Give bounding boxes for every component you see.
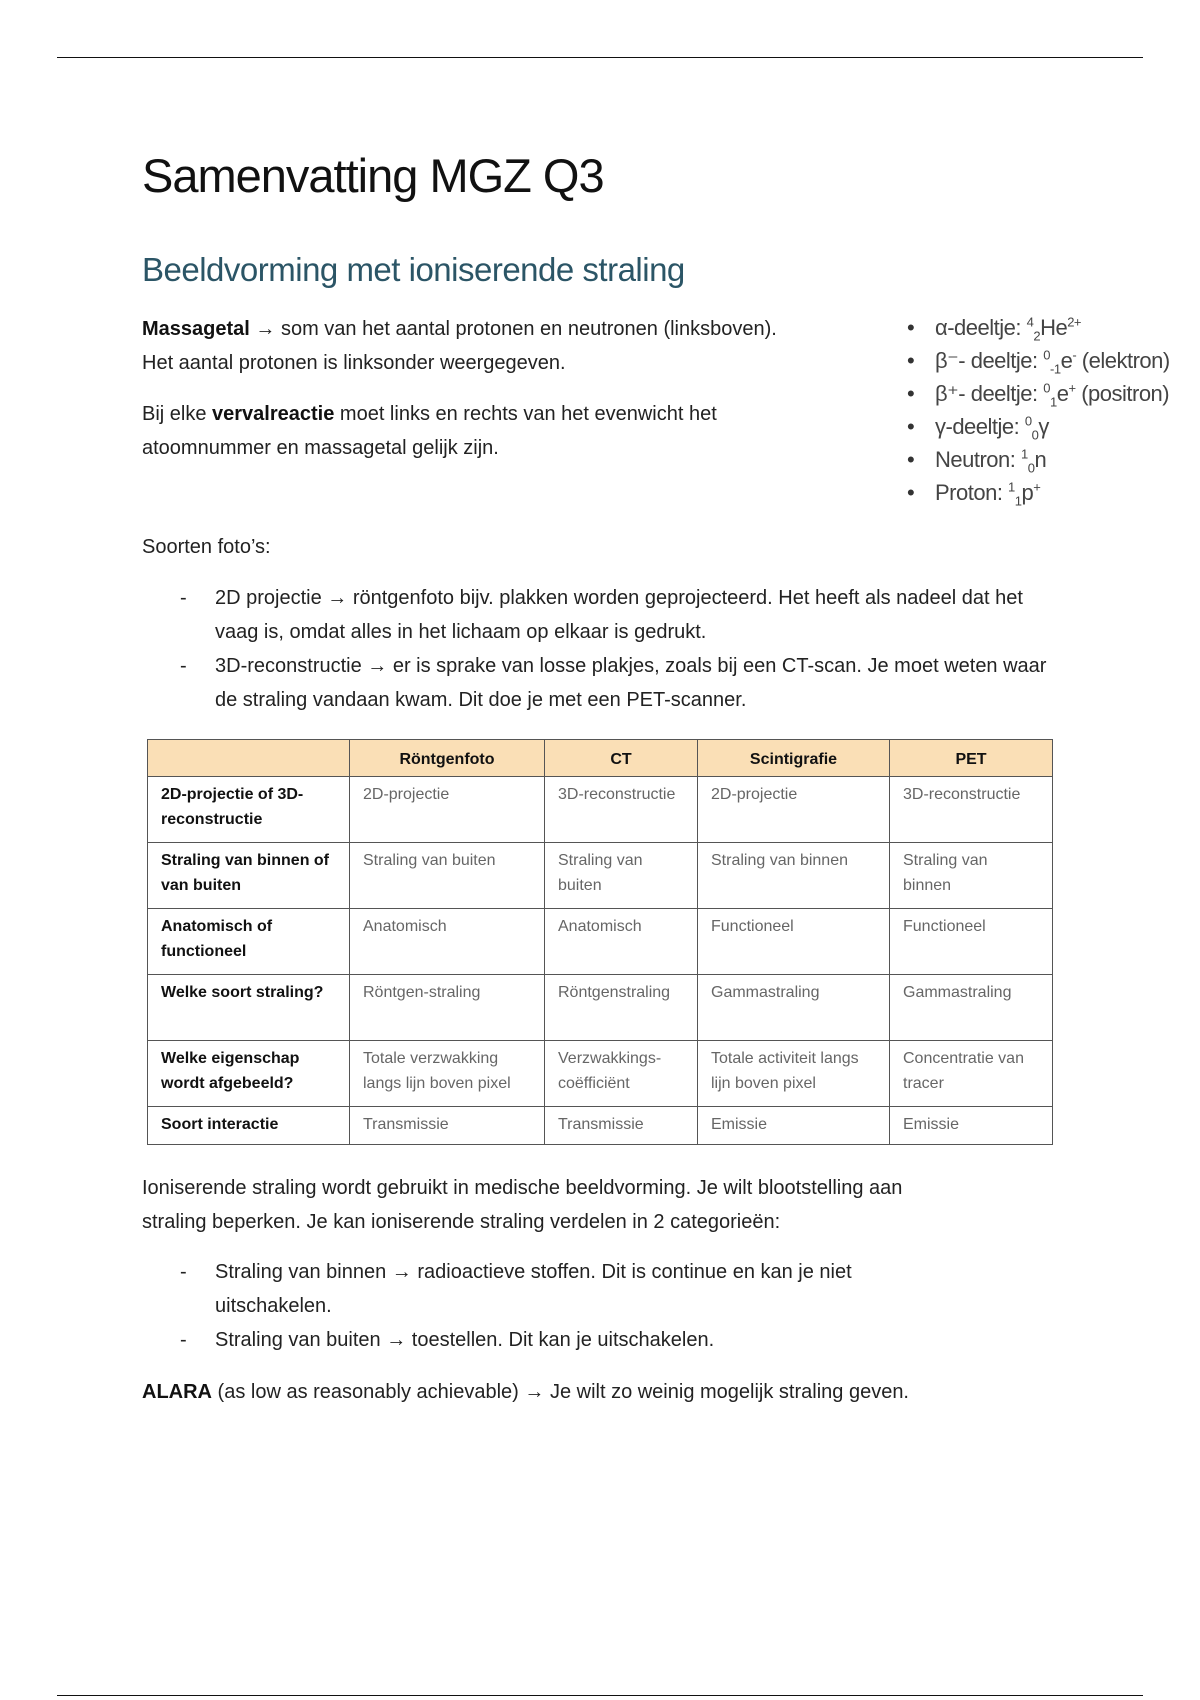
massagetal-paragraph (142, 312, 777, 380)
modality-comparison-table (147, 739, 1053, 1145)
particle-item: • Neutron: $^1_0$n (905, 443, 1170, 476)
table-cell: Anatomisch (350, 909, 545, 975)
ionizing-line-1: Ioniserende straling wordt gebruikt in medische beeldvorming. Je wilt blootstelling aan (142, 1177, 903, 1199)
vervalreactie-paragraph (142, 397, 717, 465)
photos-heading: Soorten foto’s: (142, 536, 271, 558)
table-header-cell: PET (890, 740, 1053, 777)
table-cell: Röntgenstraling (545, 975, 698, 1041)
table-cell: Straling van buiten (545, 843, 698, 909)
table-header-cell: Röntgenfoto (350, 740, 545, 777)
massagetal-line-1 (142, 312, 777, 346)
row-header-cell: 2D-projectie of 3D-reconstructie (148, 777, 350, 843)
table-cell: Gammastraling (890, 975, 1053, 1041)
list-item: - 2D projectie → röntgenfoto bijv. plakken worden geprojecteerd. Het heeft als nadeel dat het vaag is, omdat alles in het lichaam op elkaar is gedrukt. (180, 581, 1060, 649)
table-cell: Totale verzwakking langs lijn boven pixel (350, 1041, 545, 1107)
document-title: Samenvatting MGZ Q3 (142, 149, 604, 202)
list-item: - 3D-reconstructie → er is sprake van losse plakjes, zoals bij een CT-scan. Je moet weten waar de straling vandaan kwam. Dit doe je met een PET-scanner. (180, 649, 1060, 717)
particle-list (905, 311, 1170, 509)
massagetal-term: Massagetal (142, 318, 250, 340)
alara-term: ALARA (142, 1381, 212, 1403)
table-cell: Transmissie (350, 1107, 545, 1145)
table-header-cell: Scintigrafie (698, 740, 890, 777)
particle-item: • γ-deeltje: $^0_0$γ (905, 410, 1170, 443)
table-header-cell: CT (545, 740, 698, 777)
row-header-cell: Welke soort straling? (148, 975, 350, 1041)
top-rule (57, 57, 1143, 58)
alara-definition: (as low as reasonably achievable) → Je wilt zo weinig mogelijk straling geven. (212, 1381, 909, 1403)
vervalreactie-line-2: atoomnummer en massagetal gelijk zijn. (142, 437, 499, 459)
table-cell: 2D-projectie (350, 777, 545, 843)
table-row (148, 777, 1053, 843)
vervalreactie-line-1: Bij elke vervalreactie moet links en rechts van het evenwicht het (142, 403, 717, 425)
massagetal-line-2: Het aantal protonen is linksonder weergegeven. (142, 352, 566, 374)
table-cell: Totale activiteit langs lijn boven pixel (698, 1041, 890, 1107)
table-cell: 2D-projectie (698, 777, 890, 843)
radiation-categories-list (180, 1255, 970, 1357)
row-header-cell: Welke eigenschap wordt afgebeeld? (148, 1041, 350, 1107)
table-cell: 3D-reconstructie (890, 777, 1053, 843)
table-cell: Anatomisch (545, 909, 698, 975)
row-header-cell: Anatomisch of functioneel (148, 909, 350, 975)
row-header-cell: Straling van binnen of van buiten (148, 843, 350, 909)
table-cell: Straling van buiten (350, 843, 545, 909)
particle-item: • β⁻- deeltje: $^0_{-1}$e- (elektron) (905, 344, 1170, 377)
bottom-rule (57, 1695, 1143, 1696)
table-cell: Functioneel (698, 909, 890, 975)
table-cell: Emissie (698, 1107, 890, 1145)
table-cell: Transmissie (545, 1107, 698, 1145)
table-cell: Emissie (890, 1107, 1053, 1145)
table-row (148, 909, 1053, 975)
particle-item: • Proton: $^1_1$p+ (905, 476, 1170, 509)
table-row (148, 1107, 1053, 1145)
alara-paragraph (142, 1375, 909, 1409)
ionizing-line-2: straling beperken. Je kan ioniserende straling verdelen in 2 categorieën: (142, 1211, 781, 1233)
ionizing-paragraph (142, 1171, 902, 1239)
massagetal-definition: → som van het aantal protonen en neutronen (linksboven). (249, 318, 777, 340)
list-item: - Straling van buiten → toestellen. Dit kan je uitschakelen. (180, 1323, 970, 1357)
table-row (148, 975, 1053, 1041)
particle-item: • α-deeltje: $^4_2He^{2+}$ (905, 311, 1170, 344)
particle-item: • β⁺- deeltje: $^0_1$e+ (positron) (905, 377, 1170, 410)
table-header-row (148, 740, 1053, 777)
table-header-cell (148, 740, 350, 777)
list-item: - Straling van binnen → radioactieve stoffen. Dit is continue en kan je niet uitschakelen. (180, 1255, 970, 1323)
table-cell: Concentratie van tracer (890, 1041, 1053, 1107)
section-title: Beeldvorming met ioniserende straling (142, 251, 685, 288)
table-cell: Straling van binnen (698, 843, 890, 909)
photo-types-list (180, 581, 1060, 717)
table-cell: Functioneel (890, 909, 1053, 975)
vervalreactie-term: vervalreactie (212, 403, 335, 425)
table-cell: 3D-reconstructie (545, 777, 698, 843)
table-cell: Röntgen-straling (350, 975, 545, 1041)
table-row (148, 843, 1053, 909)
table-cell: Gammastraling (698, 975, 890, 1041)
table-cell: Straling van binnen (890, 843, 1053, 909)
table-cell: Verzwakkings-coëfficiënt (545, 1041, 698, 1107)
table-row (148, 1041, 1053, 1107)
row-header-cell: Soort interactie (148, 1107, 350, 1145)
